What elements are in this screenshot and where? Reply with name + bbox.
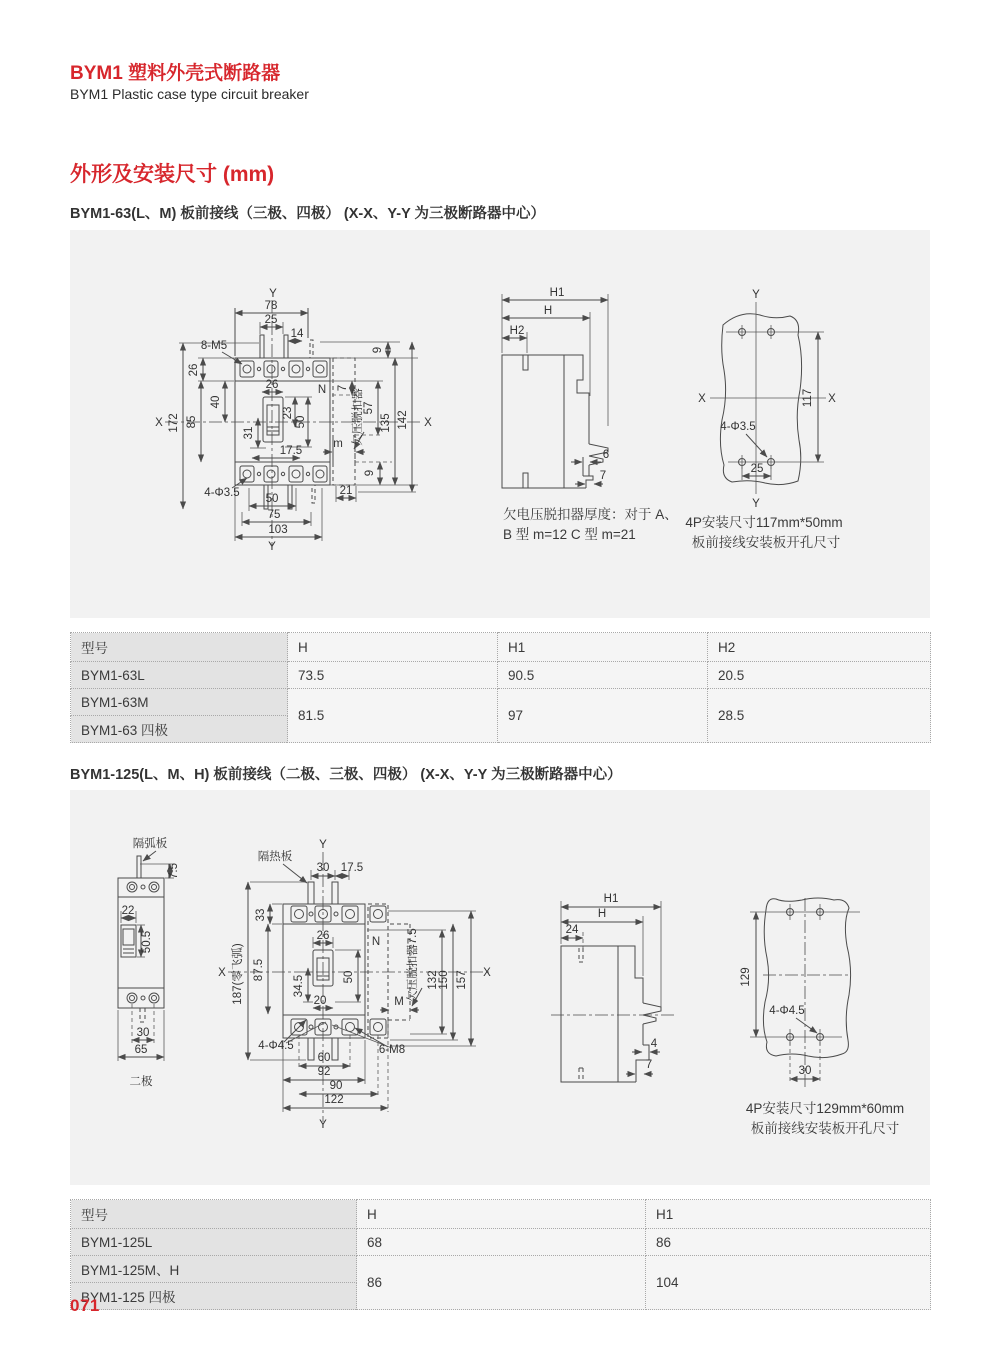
dim-label: 23 <box>282 406 294 420</box>
model-cell: BYM1-63L <box>71 662 288 689</box>
dim-label: 33 <box>255 908 267 922</box>
dim-label: 60 <box>317 1052 331 1064</box>
dim-label: 65 <box>134 1044 148 1056</box>
panel1-caption-line1: 4P安装尺寸117mm*50mm <box>685 515 843 530</box>
dim-label: 4-Φ4.5 <box>769 1005 805 1017</box>
dim-label: 隔热板 <box>257 851 293 863</box>
dim-label: 92 <box>317 1066 331 1078</box>
table-bym1-63 <box>70 632 931 743</box>
dim-label: 26 <box>265 379 279 391</box>
dim-label: 6-M8 <box>378 1044 406 1056</box>
header-H1: H1 <box>646 1200 931 1229</box>
dim-label: 85 <box>186 415 198 429</box>
dim-label: 9 <box>372 346 384 354</box>
dim-label: 142 <box>397 410 409 430</box>
value-cell: 104 <box>646 1256 931 1310</box>
page-subtitle: BYM1 Plastic case type circuit breaker <box>70 86 309 102</box>
dim-label: X <box>424 417 432 429</box>
header-H: H <box>357 1200 646 1229</box>
dim-label: 20 <box>313 995 327 1007</box>
dim-label: 17.5 <box>340 862 364 874</box>
dim-label: 25 <box>750 463 764 475</box>
table-row <box>71 689 931 716</box>
dim-label: 30 <box>798 1065 812 1077</box>
header-model: 型号 <box>71 633 288 662</box>
dim-label: 7 <box>337 384 349 392</box>
value-cell: 86 <box>357 1256 646 1310</box>
dim-label: Y <box>752 498 760 510</box>
dim-label: 122 <box>324 1094 344 1106</box>
value-cell: 28.5 <box>708 689 931 743</box>
panel2-caption-line1: 4P安装尺寸129mm*60mm <box>745 1101 905 1116</box>
dim-label: 7 <box>645 1059 653 1071</box>
dim-label: 4-Φ3.5 <box>204 487 240 499</box>
dim-label: 132 <box>427 970 439 990</box>
dim-label: 30 <box>136 1027 150 1039</box>
dim-label: 135 <box>380 413 392 433</box>
subheading-bym1-125: BYM1-125(L、M、H) 板前接线（二极、三极、四极） (X-X、Y-Y 为三极断路器中心） <box>70 767 622 783</box>
dim-label: N <box>317 384 327 396</box>
dim-label: X <box>218 967 226 979</box>
dim-label: 9 <box>364 469 376 477</box>
dim-label: 24 <box>565 924 579 936</box>
dim-label: 57 <box>363 401 375 415</box>
dim-label: M <box>394 996 404 1008</box>
dim-label: Y <box>752 289 760 301</box>
model-cell: BYM1-125M、H <box>71 1256 357 1283</box>
header-H: H <box>288 633 498 662</box>
dim-label: 87.5 <box>253 958 265 982</box>
dim-label: X <box>828 393 836 405</box>
value-cell: 20.5 <box>708 662 931 689</box>
dim-label: 157 <box>456 970 468 990</box>
dim-label: 150 <box>438 970 450 990</box>
dim-label: 90 <box>329 1080 343 1092</box>
table-bym1-125 <box>70 1199 931 1310</box>
dim-label: H1 <box>549 287 565 299</box>
dim-label: 欠压脱扣器 <box>352 388 364 446</box>
value-cell: 90.5 <box>498 662 708 689</box>
dim-label: 187(零飞弧) <box>232 943 244 1005</box>
model-cell: BYM1-63M <box>71 689 288 716</box>
dim-label: 75 <box>267 509 281 521</box>
dim-label: Y <box>269 288 277 300</box>
section-title: 外形及安装尺寸 (mm) <box>70 163 275 186</box>
value-cell: 86 <box>646 1229 931 1256</box>
dim-label: 二极 <box>129 1076 153 1088</box>
dim-label: 103 <box>268 524 288 536</box>
dim-label: 26 <box>188 363 200 377</box>
dim-label: 34.5 <box>293 974 305 998</box>
model-cell: BYM1-125L <box>71 1229 357 1256</box>
dim-label: 25 <box>264 314 278 326</box>
page-number: 071 <box>70 1296 100 1315</box>
dim-label: X <box>155 417 163 429</box>
dim-label: 4-Φ4.5 <box>258 1040 294 1052</box>
dim-label: 78 <box>264 300 278 312</box>
panel1-caption-line2: 板前接线安装板开孔尺寸 <box>691 535 841 550</box>
drawing-panel-bym1-125 <box>70 790 930 1185</box>
dim-label: 172 <box>168 413 180 433</box>
value-cell: 97 <box>498 689 708 743</box>
dim-label: 8-M5 <box>200 340 228 352</box>
dim-label: H <box>543 305 553 317</box>
table-header-row <box>71 1200 931 1229</box>
dim-label: 隔弧板 <box>132 838 168 850</box>
bym1-125-dimension-drawing <box>70 790 930 1185</box>
table-row <box>71 662 931 689</box>
dim-label: m <box>333 438 343 450</box>
dim-label: 17.5 <box>279 445 303 457</box>
dim-label: 30 <box>316 862 330 874</box>
dim-label: X <box>483 967 491 979</box>
undervoltage-note-line2: B 型 m=12 C 型 m=21 <box>503 527 636 542</box>
table-row <box>71 1229 931 1256</box>
dim-label: 欠压脱扣器7.5 <box>407 928 419 1002</box>
dim-label: 6 <box>602 449 610 461</box>
dim-label: 50 <box>265 493 279 505</box>
value-cell: 68 <box>357 1229 646 1256</box>
dim-label: 31 <box>243 426 255 440</box>
value-cell: 81.5 <box>288 689 498 743</box>
dim-label: 7.5 <box>168 863 180 879</box>
drawing-panel-bym1-63 <box>70 230 930 618</box>
header-H2: H2 <box>708 633 931 662</box>
page-title: BYM1 塑料外壳式断路器 <box>70 63 281 84</box>
dim-label: 21 <box>339 485 353 497</box>
dim-label: 50.5 <box>141 930 153 954</box>
table-row <box>71 1256 931 1283</box>
dim-label: Y <box>319 839 327 851</box>
table-header-row <box>71 633 931 662</box>
dim-label: 117 <box>802 388 814 408</box>
dim-label: 26 <box>316 930 330 942</box>
subheading-bym1-63: BYM1-63(L、M) 板前接线（三极、四极） (X-X、Y-Y 为三极断路器中心） <box>70 206 546 222</box>
dim-label: 50 <box>295 415 307 429</box>
bym1-63-dimension-drawing <box>70 230 930 618</box>
dim-label: 129 <box>740 967 752 987</box>
dim-label: 22 <box>121 905 135 917</box>
model-cell: BYM1-63 四极 <box>71 716 288 743</box>
dim-label: 50 <box>343 970 355 984</box>
dim-label: H <box>597 908 607 920</box>
dim-label: Y <box>319 1119 327 1131</box>
dim-label: 4-Φ3.5 <box>720 421 756 433</box>
panel2-caption-line2: 板前接线安装板开孔尺寸 <box>750 1121 900 1136</box>
header-model: 型号 <box>71 1200 357 1229</box>
value-cell: 73.5 <box>288 662 498 689</box>
model-cell: BYM1-125 四极 <box>71 1283 357 1310</box>
undervoltage-note-line1: 欠电压脱扣器厚度：对于 A、 <box>503 507 678 522</box>
dim-label: H2 <box>509 325 525 337</box>
header-H1: H1 <box>498 633 708 662</box>
dim-label: 7 <box>599 470 607 482</box>
dim-label: N <box>371 936 381 948</box>
dim-label: 40 <box>210 395 222 409</box>
dim-label: H1 <box>603 893 619 905</box>
dim-label: 14 <box>290 328 304 340</box>
dim-label: X <box>698 393 706 405</box>
dim-label: Y <box>268 541 276 553</box>
dim-label: 4 <box>650 1038 658 1050</box>
